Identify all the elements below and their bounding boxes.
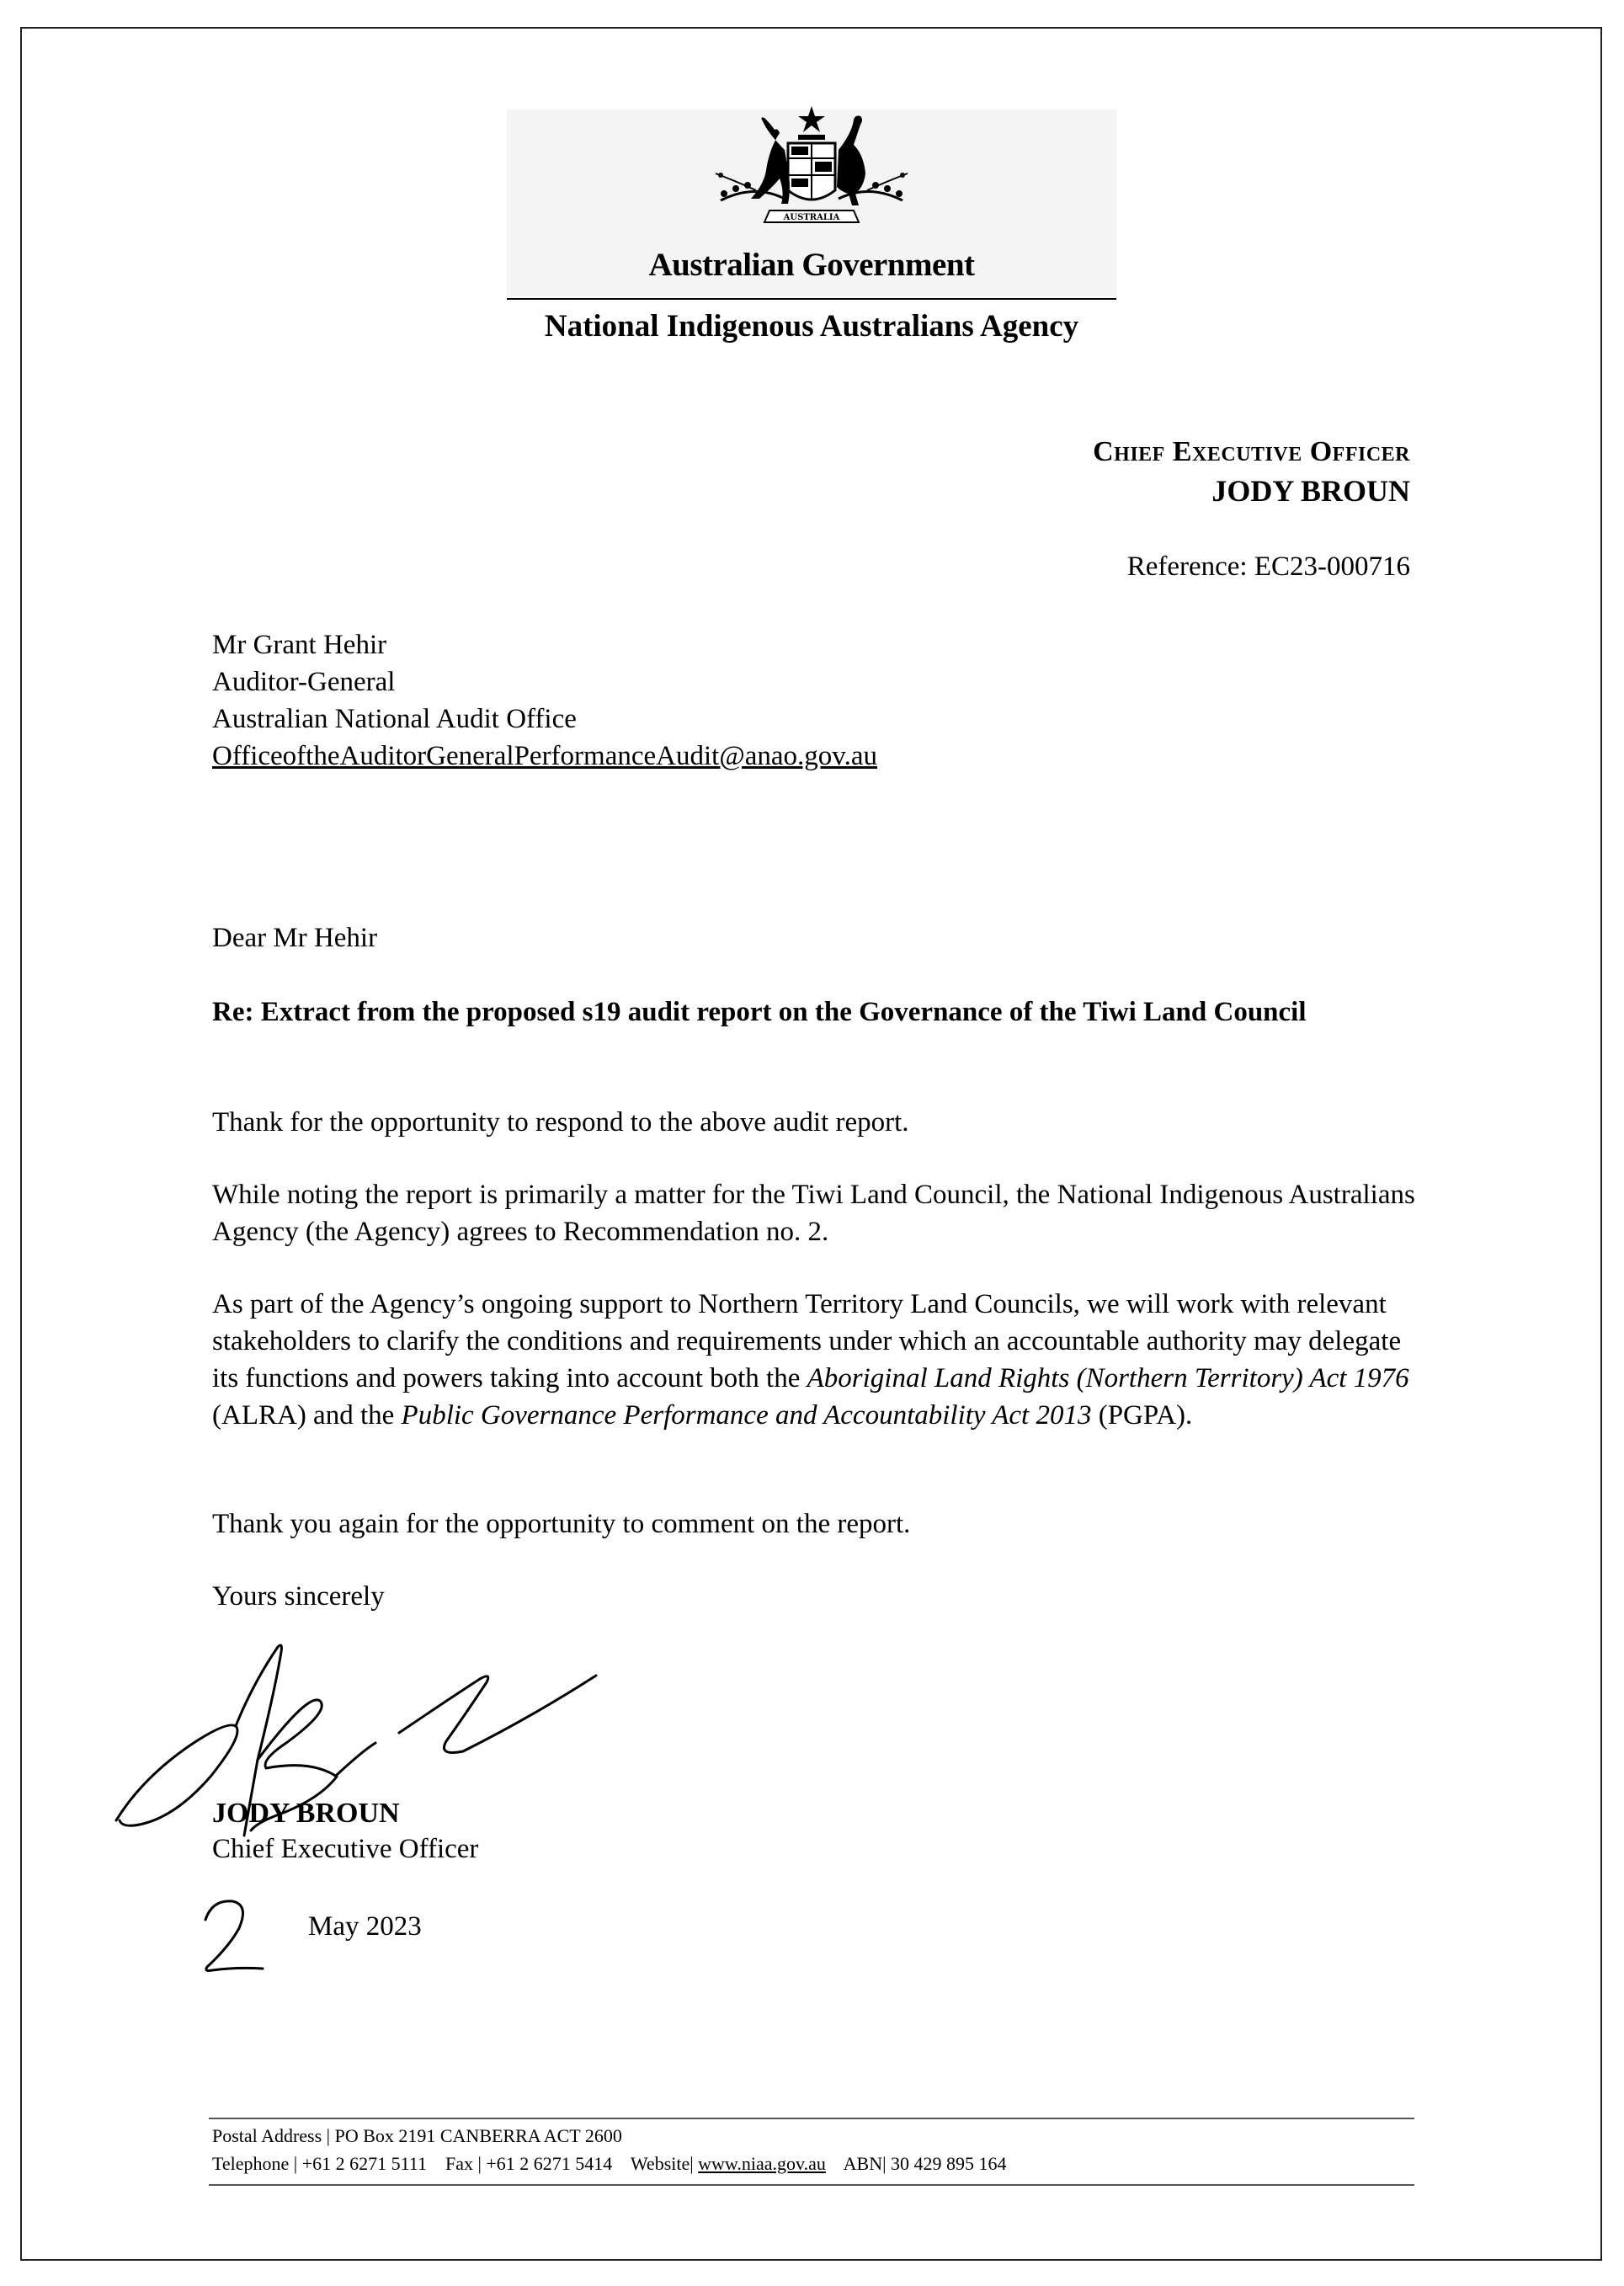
recipient-role: Auditor-General: [212, 667, 396, 697]
recipient-block: [212, 626, 877, 775]
footer-website-link[interactable]: www.niaa.gov.au: [698, 2153, 826, 2174]
handwritten-day: [195, 1894, 271, 1979]
paragraph-3: [212, 1286, 1416, 1434]
footer-website-label: Website|: [630, 2153, 694, 2174]
signatory-name: JODY BROUN: [212, 1798, 400, 1829]
footer-fax: Fax | +61 2 6271 5414: [445, 2153, 613, 2174]
act-alra: Aboriginal Land Rights (Northern Territory) Act 1976: [807, 1363, 1409, 1393]
act-pgpa: Public Governance Performance and Accountability Act 2013: [401, 1400, 1092, 1431]
crest-scroll-text: AUSTRALIA: [783, 213, 840, 222]
closing: Yours sincerely: [212, 1581, 385, 1612]
recipient-email-link[interactable]: OfficeoftheAuditorGeneralPerformanceAudit@anao.gov.au: [212, 741, 878, 771]
salutation: Dear Mr Hehir: [212, 923, 378, 953]
paragraph-3-text-c: (PGPA).: [1091, 1400, 1193, 1431]
footer-rule-bottom: [209, 2184, 1414, 2186]
letterhead-divider: [507, 298, 1116, 300]
paragraph-2: While noting the report is primarily a matter for the Tiwi Land Council, the National Indigenous Australians Agency (the Agency) agrees to Recommendation no. 2.: [212, 1180, 1415, 1247]
footer-telephone: Telephone | +61 2 6271 5111: [212, 2153, 427, 2174]
paragraph-3-text-b: (ALRA) and the: [212, 1400, 402, 1431]
handwritten-day-text: 2: [195, 1894, 196, 1895]
paragraph-1: Thank for the opportunity to respond to the above audit report.: [212, 1107, 909, 1138]
footer-postal: Postal Address | PO Box 2191 CANBERRA ACT 2600: [212, 2125, 622, 2146]
footer-contacts: [212, 2153, 1007, 2175]
subject-line: Re: Extract from the proposed s19 audit report on the Governance of the Tiwi Land Council: [212, 997, 1307, 1027]
sender-name: JODY BROUN: [1211, 474, 1410, 508]
paragraph-3-text-a: As part of the Agency’s ongoing support to Northern Territory Land Councils, we will work with relevant stakeholders to clarify the conditions and requirements under which an accountable authority may delegate its functions and powers taking into account both the: [212, 1289, 1402, 1393]
recipient-name: Mr Grant Hehir: [212, 630, 387, 660]
reference-number: Reference: EC23-000716: [1126, 552, 1410, 582]
coat-of-arms-icon: [704, 99, 919, 244]
paragraph-4: Thank you again for the opportunity to comment on the report.: [212, 1509, 911, 1539]
letter-date: May 2023: [308, 1911, 422, 1942]
footer-rule-top: [209, 2118, 1414, 2119]
agency-name: National Indigenous Australians Agency: [544, 309, 1079, 344]
sender-title: Chief Executive Officer: [1093, 436, 1410, 467]
recipient-org: Australian National Audit Office: [212, 704, 577, 734]
signatory-title: Chief Executive Officer: [212, 1834, 479, 1864]
footer-abn: ABN| 30 429 895 164: [843, 2153, 1007, 2174]
government-title: Australian Government: [648, 247, 975, 283]
